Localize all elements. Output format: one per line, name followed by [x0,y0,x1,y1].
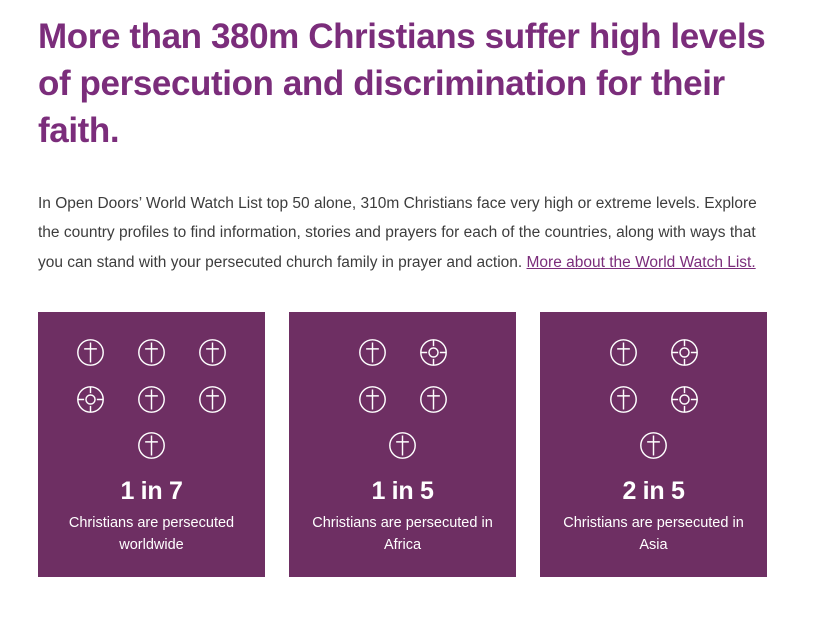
stat-label: Christians are persecuted in Asia [563,515,744,554]
stat-number: 1 in 5 [371,477,434,506]
intro-paragraph [38,189,758,278]
stat-number: 1 in 7 [120,477,183,506]
cross-icon [372,427,433,465]
target-icon [403,334,464,372]
icon-grid-asia [579,334,729,474]
cross-icon [182,380,243,418]
cross-icon [60,334,121,372]
stat-label: Christians are persecuted in Africa [312,515,493,554]
cross-icon [623,427,684,465]
stat-card-africa [289,312,516,577]
stat-cards [38,312,801,577]
cross-icon [121,334,182,372]
cross-icon [121,380,182,418]
icon-grid-africa [328,334,478,474]
cross-icon [593,380,654,418]
target-icon [60,380,121,418]
cross-icon [593,334,654,372]
world-watch-list-link[interactable]: More about the World Watch List. [526,254,756,272]
cross-icon [342,380,403,418]
intro-text: In Open Doors’ World Watch List top 50 alone, 310m Christians face very high or extreme levels. Explore the country profiles to find information, stories and prayers for each of the countries, along with ways that you can stand with your persecuted church family in prayer and action. [38,194,757,272]
stat-card-worldwide [38,312,265,577]
target-icon [654,380,715,418]
page-title: More than 380m Christians suffer high levels of persecution and discrimination for their faith. [38,17,766,150]
stat-card-asia [540,312,767,577]
cross-icon [121,427,182,465]
target-icon [654,334,715,372]
stat-label: Christians are persecuted worldwide [68,515,235,554]
stat-number: 2 in 5 [622,477,685,506]
cross-icon [403,380,464,418]
icon-grid-worldwide [59,334,244,474]
cross-icon [342,334,403,372]
cross-icon [182,334,243,372]
